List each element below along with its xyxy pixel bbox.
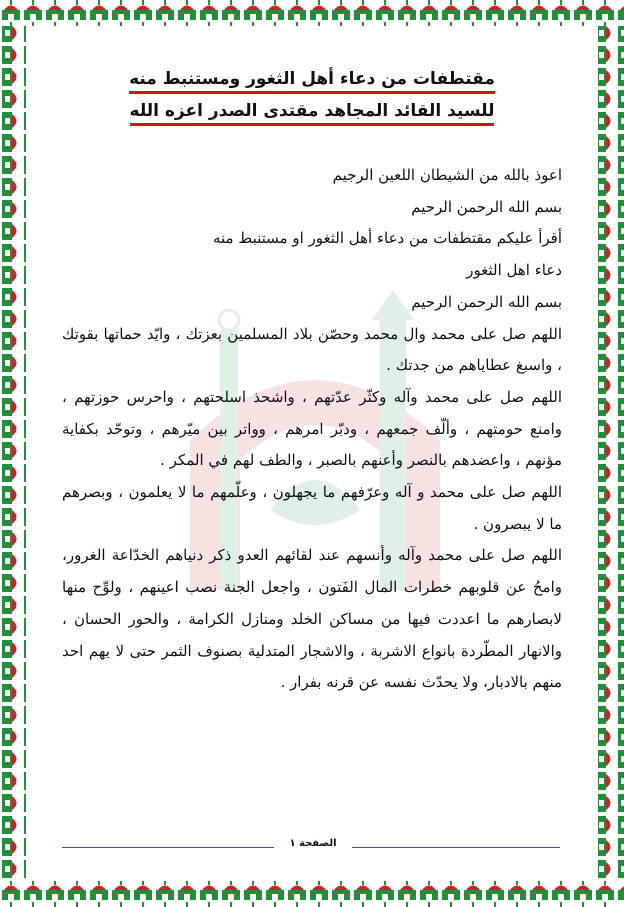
footer-divider-left: [62, 847, 274, 848]
heading-line-1-text: مقتطفات من دعاء أهل الثغور ومستنبط منه: [129, 68, 495, 94]
paragraph-dua-2: اللهم صل على محمد وآله وكثّر عدّتهم ، واشحذ اسلحتهم ، واحرس حوزتهم ، وامنع حومتهم ، وألّف جمعهم ، ودبّر امرهم ، وواتر بين ميّرهم ، وتوحّد بكفاية مؤنهم ، واعضدهم بالنصر وأعنهم بالصبر ، والطف لهم في المكر .: [62, 387, 562, 470]
page-number-label: الصفحة ١: [289, 838, 337, 849]
paragraph-dua-title: دعاء اهل الثغور: [466, 261, 562, 280]
footer-divider-right: [352, 847, 560, 848]
paragraph-dua-3: اللهم صل على محمد و آله وعرّفهم ما يجهلون ، وعلّمهم ما لا يعلمون ، وبصرهم ما لا يبصرون .: [62, 483, 562, 533]
paragraph-basmala-2: بسم الله الرحمن الرحيم: [411, 292, 562, 311]
heading-line-2-text: للسيد القائد المجاهد مقتدى الصدر اعزه الله: [130, 100, 495, 126]
paragraph-istiadha: اعوذ بالله من الشيطان اللعين الرجيم: [332, 166, 562, 184]
paragraph-basmala: بسم الله الرحمن الرحيم: [411, 197, 562, 216]
paragraph-dua-1: اللهم صل على محمد وال محمد وحصّن بلاد المسلمين بعزتك ، وايّد حماتها بقوتك ، واسبغ عطاياهم من جدتك .: [62, 324, 562, 375]
paragraph-intro: أقرأ عليكم مقتطفات من دعاء أهل الثغور او مستنبط منه: [212, 229, 562, 248]
document-body: [62, 160, 562, 699]
heading-line-2: [70, 100, 554, 126]
heading-line-1: [70, 68, 554, 94]
paragraph-dua-4: اللهم صل على محمد وآله وأنسهم عند لقائهم العدو ذكر دنياهم الخدّاعة الغرور، وامحُ عن قلوبهم خطرات المال الفَتون ، واجعل الجنة نصب اعينهم ، ولوِّح منها لابصارهم ما اعددت فيها من مساكن الخلد ومنازل الكرامة ، والحور الحسان ، والانهار المطّردة بانواع الاشربة ، والاشجار المتدلية بصنوف الثمر حتى لا يهم احد منهم بالادبار، ولا يحدّث نفسه عن قرنه بفرار .: [62, 546, 562, 692]
